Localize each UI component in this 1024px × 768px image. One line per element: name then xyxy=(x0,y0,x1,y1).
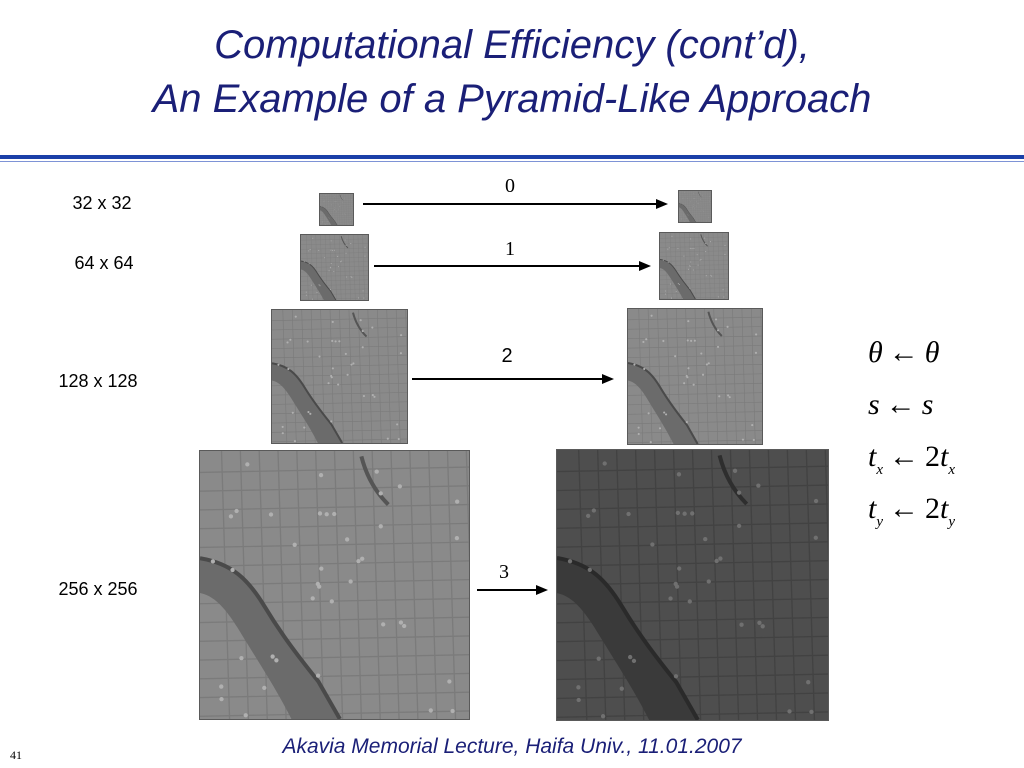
arrow-head-icon xyxy=(656,199,668,209)
formula-tx-lhs: t xyxy=(868,440,877,473)
arrow-head-icon xyxy=(639,261,651,271)
source-image-64 xyxy=(300,234,369,301)
title-divider-thin xyxy=(0,161,1024,162)
formula-theta-arrow: ← xyxy=(888,336,919,369)
formula-ty-arrow: ← xyxy=(889,492,920,525)
size-label-256: 256 x 256 xyxy=(58,579,138,599)
formula-scale-arrow: ← xyxy=(885,388,916,421)
formula-ty-lhs: t xyxy=(868,492,877,525)
page-number: 41 xyxy=(10,748,22,762)
formula-scale-lhs: s xyxy=(868,388,880,421)
target-image-32 xyxy=(678,190,712,223)
formula-tx xyxy=(868,440,955,479)
level-arrow-1 xyxy=(374,261,651,271)
target-image-64 xyxy=(659,232,729,300)
formula-ty-rhs: t xyxy=(940,492,949,525)
formula-ty-coef: 2 xyxy=(925,492,941,525)
formula-theta-rhs: θ xyxy=(924,336,940,369)
size-label-64: 64 x 64 xyxy=(74,253,134,273)
formula-tx-coef: 2 xyxy=(925,440,941,473)
source-image-32 xyxy=(319,193,354,226)
formula-tx-lhs-sub: x xyxy=(876,462,884,478)
slide-footer: Akavia Memorial Lecture, Haifa Univ., 11.01.2007 xyxy=(282,735,742,758)
size-label-32: 32 x 32 xyxy=(72,193,132,213)
formula-tx-arrow: ← xyxy=(889,440,920,473)
title-divider xyxy=(0,155,1024,159)
formula-ty-lhs-sub: y xyxy=(876,514,884,530)
title-line-1: Computational Efficiency (cont’d), xyxy=(214,23,810,67)
arrow-head-icon xyxy=(602,374,614,384)
level-arrow-3 xyxy=(477,585,548,595)
level-arrow-2 xyxy=(412,374,614,384)
formula-theta xyxy=(868,336,940,370)
level-arrow-0 xyxy=(363,199,668,209)
arrow-label-1: 1 xyxy=(505,238,515,260)
formula-scale-rhs: s xyxy=(921,388,934,421)
formula-theta-lhs: θ xyxy=(868,336,883,369)
slide-title xyxy=(0,18,1024,126)
formula-ty xyxy=(868,492,955,531)
formula-ty-rhs-sub: y xyxy=(948,514,956,530)
target-image-256 xyxy=(556,449,829,721)
source-image-128 xyxy=(271,309,408,444)
title-line-2: An Example of a Pyramid-Like Approach xyxy=(152,77,872,121)
target-image-128 xyxy=(627,308,763,445)
formula-scale xyxy=(868,388,933,422)
formula-tx-rhs: t xyxy=(940,440,949,473)
arrow-head-icon xyxy=(536,585,548,595)
arrow-label-2: 2 xyxy=(501,345,513,367)
arrow-label-3: 3 xyxy=(499,561,509,583)
formula-tx-rhs-sub: x xyxy=(948,462,956,478)
source-image-256 xyxy=(199,450,470,720)
arrow-label-0: 0 xyxy=(505,175,515,197)
size-label-128: 128 x 128 xyxy=(58,371,138,391)
